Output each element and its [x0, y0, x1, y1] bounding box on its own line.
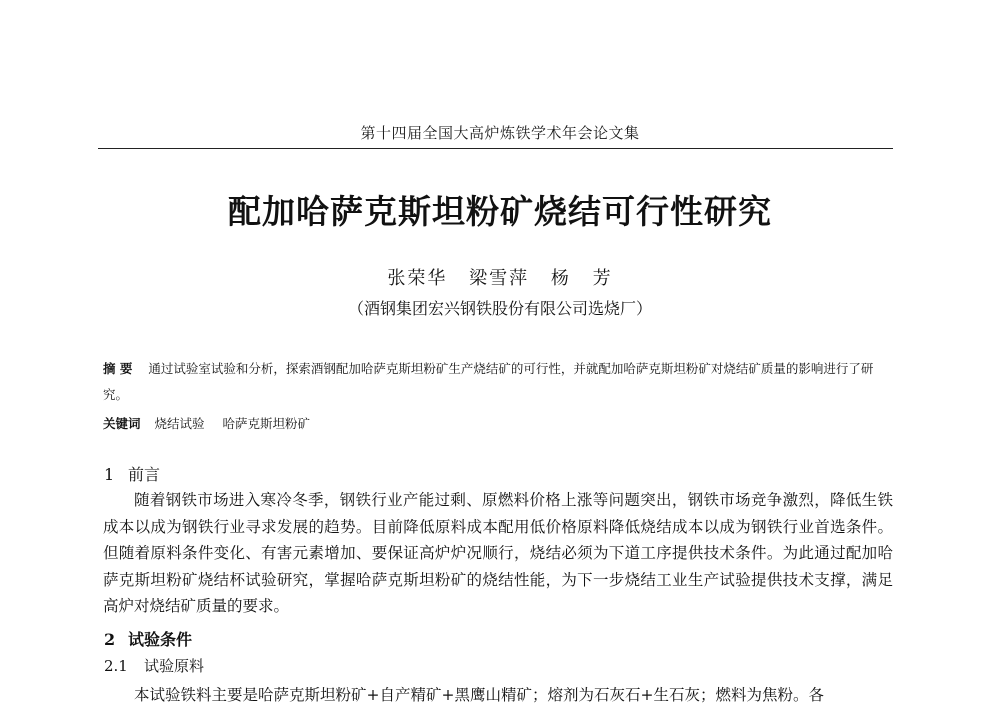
section-2-1-body: 本试验铁料主要是哈萨克斯坦粉矿+自产精矿+黑鹰山精矿；熔剂为石灰石+生石灰；燃料为焦粉。各 — [134, 686, 824, 704]
section-1-heading — [104, 462, 160, 485]
keywords-label: 关键词 — [103, 416, 141, 431]
section-1-body — [103, 487, 893, 620]
section-2-heading — [104, 627, 192, 650]
section-2-1-heading — [104, 655, 204, 676]
running-header: 第十四届全国大高炉炼铁学术年会论文集 — [360, 124, 640, 142]
abstract-text: 通过试验室试验和分析，探索酒钢配加哈萨克斯坦粉矿生产烧结矿的可行性，并就配加哈萨克斯坦粉矿对烧结矿质量的影响进行了研究。 — [103, 361, 874, 402]
paragraph: 随着钢铁市场进入寒冷冬季，钢铁行业产能过剩、原燃料价格上涨等问题突出，钢铁市场竞争激烈，降低生铁成本以成为钢铁行业寻求发展的趋势。目前降低原料成本配用低价格原料降低烧结成本以成为钢铁行业首选条件。但随着原料条件变化、有害元素增加、要保证高炉炉况顺行，烧结必须为下道工序提供技术条件。为此通过配加哈萨克斯坦粉矿烧结杯试验研究，掌握哈萨克斯坦粉矿的烧结性能，为下一步烧结工业生产试验提供技术支撑，满足高炉对烧结矿质量的要求。 — [103, 491, 893, 615]
header-rule — [98, 148, 893, 149]
section-number: 2 — [104, 630, 116, 649]
subsection-number: 2.1 — [104, 657, 128, 675]
paper-title: 配加哈萨克斯坦粉矿烧结可行性研究 — [228, 192, 772, 231]
abstract-label: 摘 要 — [103, 361, 133, 376]
keyword-item: 烧结试验 — [154, 416, 205, 431]
abstract — [103, 356, 893, 408]
subsection-title: 试验原料 — [144, 657, 205, 675]
section-title: 试验条件 — [128, 630, 193, 649]
section-title: 前言 — [128, 465, 161, 484]
affiliation: （酒钢集团宏兴钢铁股份有限公司选烧厂） — [347, 299, 652, 318]
keywords — [103, 414, 324, 432]
section-number: 1 — [104, 465, 115, 484]
keyword-item: 哈萨克斯坦粉矿 — [222, 416, 311, 431]
authors: 张荣华 梁雪萍 杨 芳 — [387, 268, 613, 289]
